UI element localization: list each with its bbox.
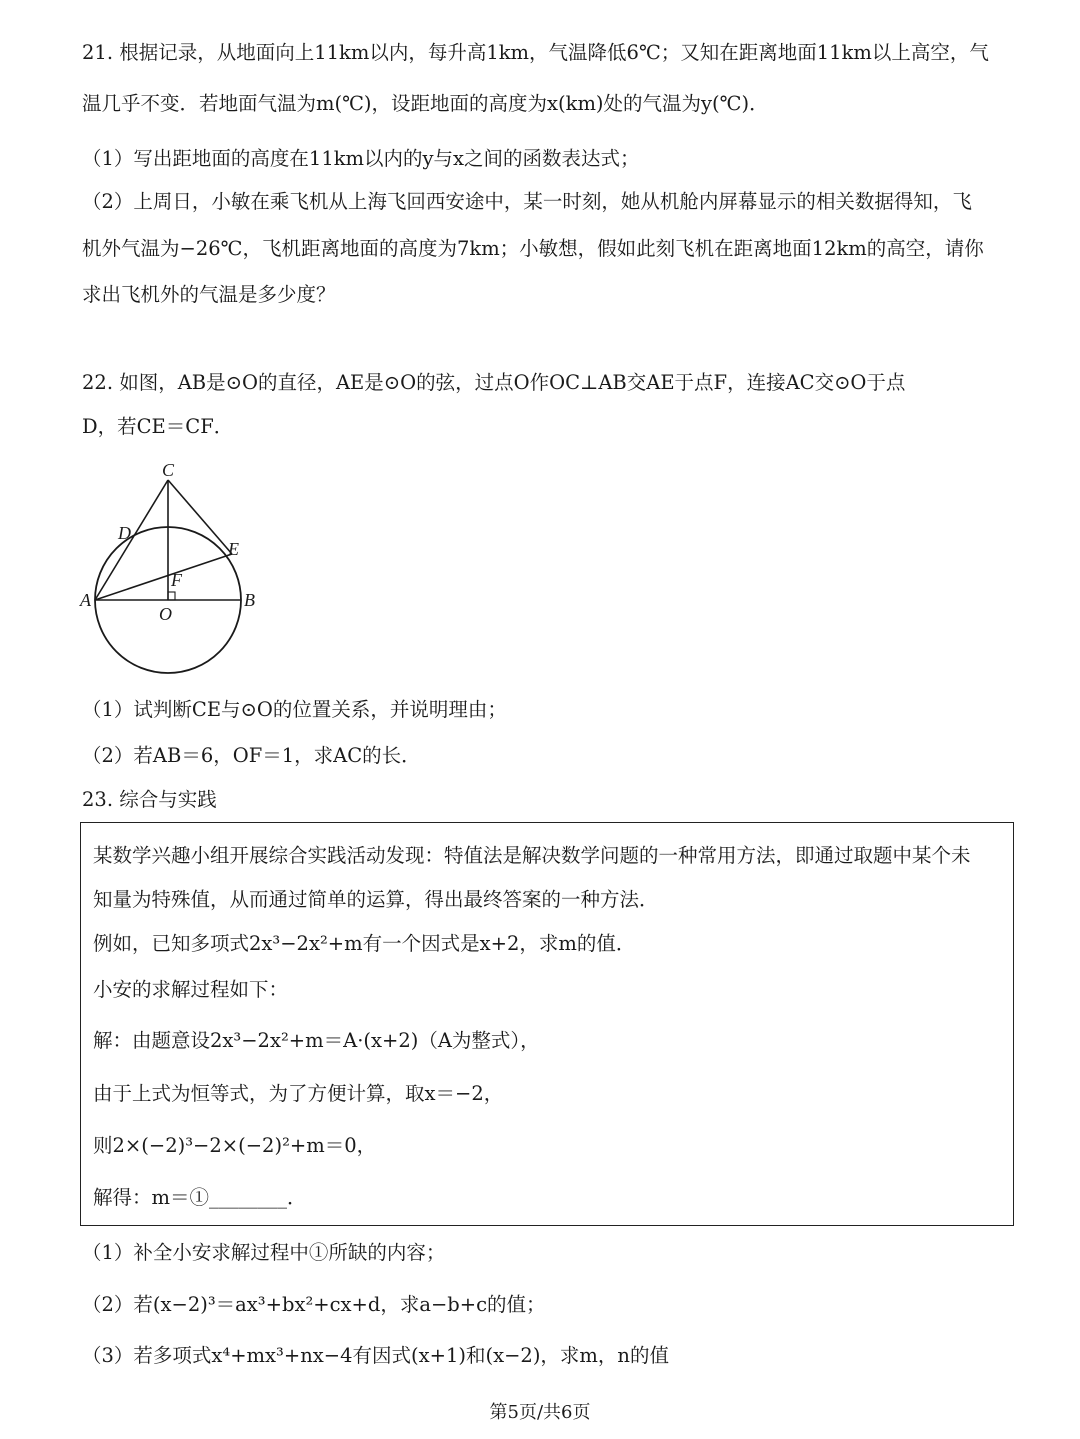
label-e: E xyxy=(228,539,239,559)
q23-box-line7: 则2×(−2)³−2×(−2)²+m＝0， xyxy=(93,1134,377,1157)
segment-ce xyxy=(168,480,232,554)
segment-ac xyxy=(95,480,168,600)
chord-ae xyxy=(95,554,232,600)
q23-box-line8: 解得：m＝①________． xyxy=(93,1186,307,1209)
q21-part1: （1）写出距地面的高度在11km以内的y与x之间的函数表达式； xyxy=(82,147,640,170)
right-angle-mark xyxy=(168,592,175,600)
page-footer: 第5页/共6页 xyxy=(489,1402,591,1423)
q23-box-line2: 知量为特殊值，从而通过简单的运算，得出最终答案的一种方法． xyxy=(93,888,659,911)
q23-box-line5: 解：由题意设2x³−2x²+m＝A·(x+2)（A为整式）， xyxy=(93,1029,540,1052)
q22-stem-line1: 22. 如图，AB是⊙O的直径，AE是⊙O的弦，过点O作OC⊥AB交AE于点F，连接AC交⊙O于点 xyxy=(82,371,906,394)
q23-box-line1: 某数学兴趣小组开展综合实践活动发现：特值法是解决数学问题的一种常用方法，即通过取题中某个未 xyxy=(93,844,971,867)
q21-part2-line1: （2）上周日，小敏在乘飞机从上海飞回西安途中，某一时刻，她从机舱内屏幕显示的相关数据得知，飞 xyxy=(82,190,972,213)
q21-stem-line2: 温几乎不变．若地面气温为m(℃)，设距地面的高度为x(km)处的气温为y(℃)． xyxy=(82,92,769,115)
q22-part2: （2）若AB＝6，OF＝1，求AC的长． xyxy=(82,744,421,767)
q21-part2-line3: 求出飞机外的气温是多少度？ xyxy=(82,283,336,306)
q23-box-line3: 例如，已知多项式2x³−2x²+m有一个因式是x+2，求m的值． xyxy=(93,932,636,955)
q22-geometry-figure xyxy=(70,460,270,690)
label-o: O xyxy=(159,604,172,624)
q22-part1: （1）试判断CE与⊙O的位置关系，并说明理由； xyxy=(82,698,507,721)
q23-info-box xyxy=(80,822,1014,1226)
q23-part3: （3）若多项式x⁴+mx³+nx−4有因式(x+1)和(x−2)，求m，n的值 xyxy=(82,1344,669,1367)
q23-box-line6: 由于上式为恒等式，为了方便计算，取x＝−2， xyxy=(93,1082,504,1105)
q23-part1: （1）补全小安求解过程中①所缺的内容； xyxy=(82,1241,446,1264)
label-b: B xyxy=(244,590,255,610)
q21-stem-line1: 21. 根据记录，从地面向上11km以内，每升高1km，气温降低6℃；又知在距离地面11km以上高空，气 xyxy=(82,41,989,64)
label-d: D xyxy=(118,523,131,543)
q22-stem-line2: D，若CE＝CF． xyxy=(82,415,234,438)
q23-box-line4: 小安的求解过程如下： xyxy=(93,978,289,1001)
q23-part2: （2）若(x−2)³＝ax³+bx²+cx+d，求a−b+c的值； xyxy=(82,1293,546,1316)
q21-part2-line2: 机外气温为−26℃，飞机距离地面的高度为7km；小敏想，假如此刻飞机在距离地面12km的高空，请你 xyxy=(82,237,984,260)
label-c: C xyxy=(162,460,175,480)
q23-title: 23. 综合与实践 xyxy=(82,788,217,811)
label-a: A xyxy=(80,590,91,610)
label-f: F xyxy=(171,570,182,590)
